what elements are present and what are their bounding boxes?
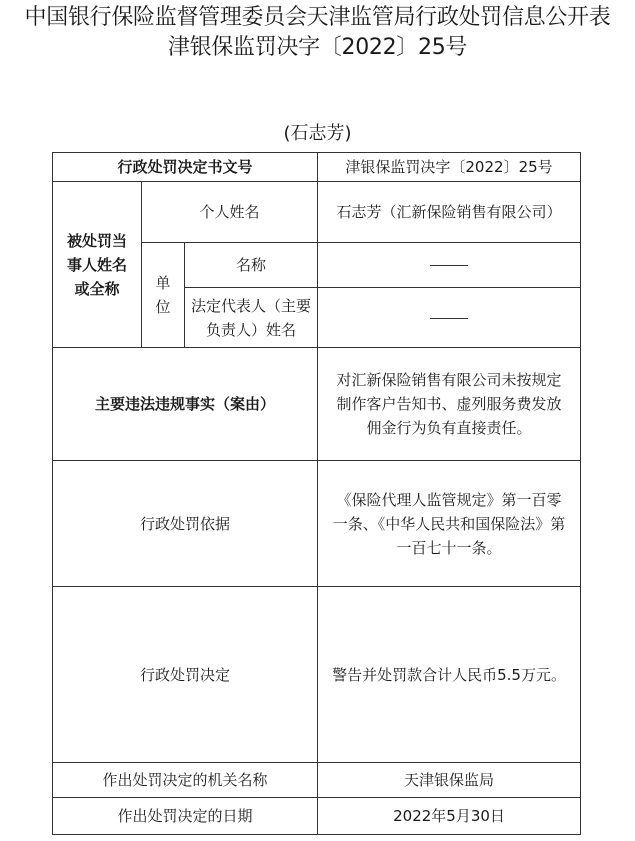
decision-label: 行政处罚决定 <box>53 587 318 763</box>
facts-value: 对汇新保险销售有限公司未按规定制作客户告知书、虚列服务费发放佣金行为负有直接责任。 <box>318 348 581 461</box>
authority-label: 作出处罚决定的机关名称 <box>53 763 318 798</box>
personal-name-value: 石志芳（汇新保险销售有限公司） <box>318 182 581 243</box>
page-title: 中国银行保险监督管理委员会天津监管局行政处罚信息公开表 <box>24 5 611 30</box>
table-row <box>53 461 581 587</box>
table-row <box>53 348 581 461</box>
facts-label: 主要违法违规事实（案由） <box>53 348 318 461</box>
party-subtitle: (石志芳) <box>283 123 352 144</box>
doc-number-value: 津银保监罚决字〔2022〕25号 <box>318 153 581 182</box>
table-row <box>53 182 581 243</box>
basis-label: 行政处罚依据 <box>53 461 318 587</box>
doc-number-label: 行政处罚决定书文号 <box>53 153 318 182</box>
penalty-info-table <box>52 152 581 835</box>
unit-label: 单位 <box>142 243 185 348</box>
date-label: 作出处罚决定的日期 <box>53 798 318 835</box>
unit-name-label: 名称 <box>185 243 318 288</box>
table-row <box>53 587 581 763</box>
empty-dash <box>430 265 468 266</box>
legal-rep-value <box>318 288 581 348</box>
authority-value: 天津银保监局 <box>318 763 581 798</box>
basis-value: 《保险代理人监管规定》第一百零一条、《中华人民共和国保险法》第一百七十一条。 <box>318 461 581 587</box>
table-row <box>53 798 581 835</box>
empty-dash <box>430 318 468 319</box>
unit-name-value <box>318 243 581 288</box>
decision-value: 警告并处罚款合计人民币5.5万元。 <box>318 587 581 763</box>
party-label: 被处罚当事人姓名或全称 <box>53 182 142 348</box>
date-value: 2022年5月30日 <box>318 798 581 835</box>
personal-name-label: 个人姓名 <box>142 182 318 243</box>
legal-rep-label: 法定代表人（主要负责人）姓名 <box>185 288 318 348</box>
table-row <box>53 763 581 798</box>
table-row <box>53 153 581 182</box>
page-title-doc-number: 津银保监罚决字〔2022〕25号 <box>167 35 468 60</box>
